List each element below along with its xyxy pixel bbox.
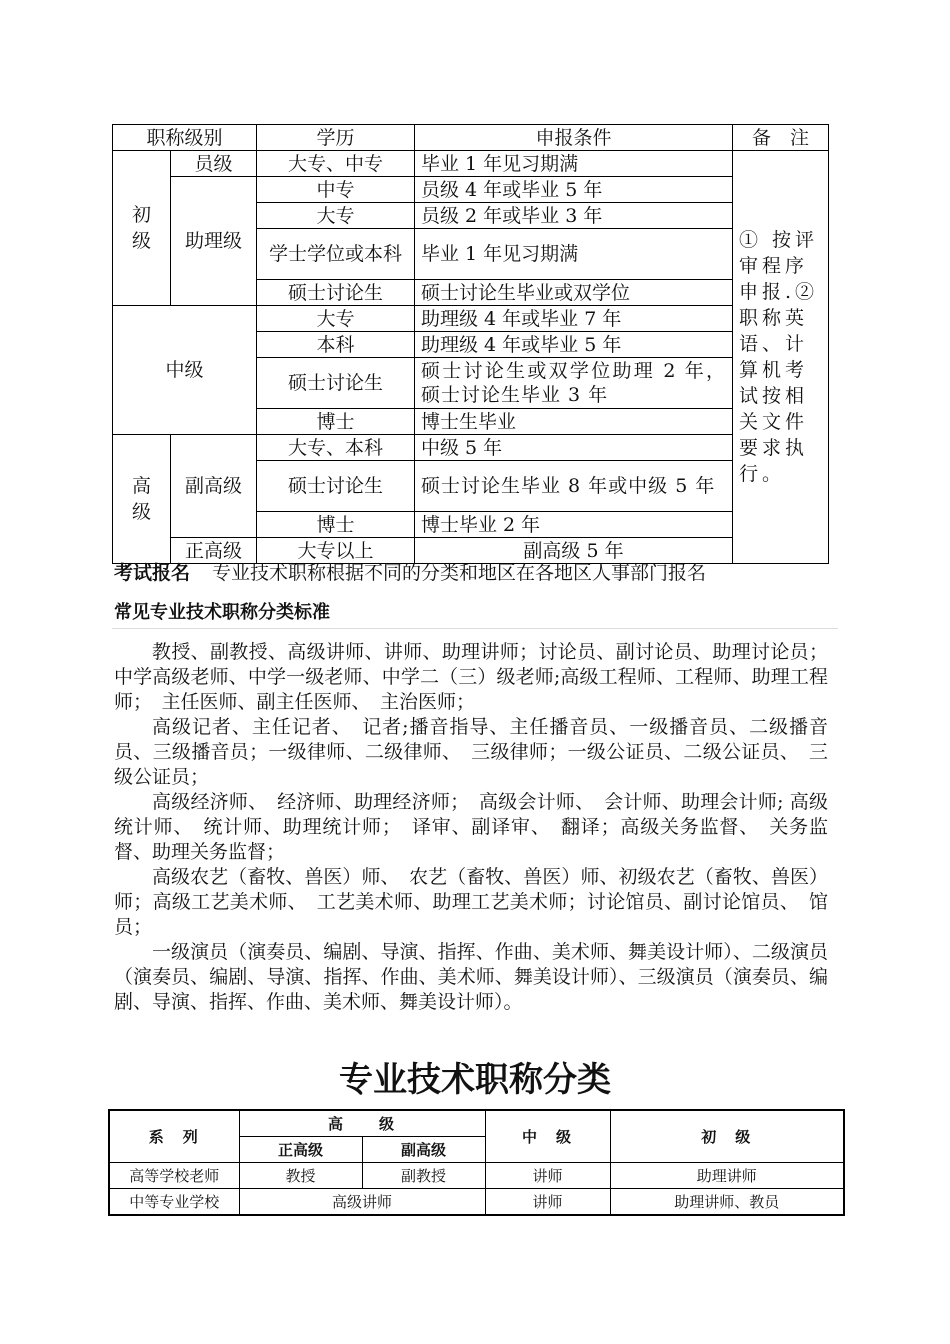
table-row: [113, 151, 829, 177]
middle-cell: 讲师: [485, 1163, 610, 1189]
paragraph: 教授、副教授、高级讲师、讲师、助理讲师；讨论员、副讨论员、助理讨论员；中学高级老师、中学一级老师、中学二（三）级老师;高级工程师、工程师、助理工程师； 主任医师、副主任医师、 主治医师；: [114, 641, 828, 713]
zhenggao-label: 正高级: [171, 538, 257, 564]
condition-cell: 博士毕业 2 年: [415, 512, 733, 538]
header-zhenggao: 正高级: [239, 1137, 362, 1163]
page-title: 专业技术职称分类: [339, 1060, 611, 1100]
notes-cell: ① 按评审程序申报.② 职称英语、计算机考试按相关文件要求执行。: [733, 151, 829, 564]
condition-cell: 毕业 1 年见习期满: [415, 151, 733, 177]
condition-cell: 助理级 4 年或毕业 5 年: [415, 332, 733, 358]
paragraph: 高级记者、主任记者、 记者;播音指导、主任播音员、一级播音员、二级播音员、三级播音员；一级律师、二级律师、 三级律师；一级公证员、二级公证员、 三级公证员；: [114, 716, 828, 788]
edu-cell: 大专、本科: [257, 435, 415, 461]
edu-cell: 本科: [257, 332, 415, 358]
junior-level-label: 初级: [113, 151, 171, 306]
condition-cell: 硕士讨论生毕业或双学位: [415, 280, 733, 306]
middle-level-label: 中级: [113, 306, 257, 435]
edu-cell: 硕士讨论生: [257, 280, 415, 306]
condition-cell: 硕士讨论生毕业 8 年或中级 5 年: [415, 461, 733, 512]
body-text: [114, 640, 828, 1015]
condition-cell: 中级 5 年: [415, 435, 733, 461]
edu-cell: 大专、中专: [257, 151, 415, 177]
divider: [112, 628, 838, 629]
edu-cell: 大专: [257, 203, 415, 229]
junior-cell: 助理讲师: [610, 1163, 844, 1189]
table-header-row: [109, 1110, 844, 1137]
junior-cell: 助理讲师、教员: [610, 1189, 844, 1216]
table-row: [113, 435, 829, 461]
table-header-row: [113, 125, 829, 151]
exam-text: 专业技术职称根据不同的分类和地区在各地区人事部门报名: [212, 562, 707, 584]
header-senior: 高 级: [239, 1110, 485, 1137]
edu-cell: 硕士讨论生: [257, 461, 415, 512]
edu-cell: 大专以上: [257, 538, 415, 564]
exam-label: 考试报名: [114, 562, 191, 584]
table-row: [109, 1189, 844, 1216]
header-notes: 备 注: [733, 125, 829, 151]
condition-cell: 毕业 1 年见习期满: [415, 229, 733, 280]
paragraph: 高级经济师、 经济师、助理经济师； 高级会计师、 会计师、助理会计师; 高级统计师、 统计师、助理统计师； 译审、副译审、 翻译；高级关务监督、 关务监督、助理关务监督；: [114, 791, 828, 863]
yuanji-label: 员级: [171, 151, 257, 177]
edu-cell: 硕士讨论生: [257, 358, 415, 409]
zhuli-label: 助理级: [171, 177, 257, 306]
header-education: 学历: [257, 125, 415, 151]
fugao-cell: 副教授: [362, 1163, 485, 1189]
edu-cell: 博士: [257, 409, 415, 435]
condition-cell: 员级 4 年或毕业 5 年: [415, 177, 733, 203]
section-heading: 常见专业技术职称分类标准: [114, 602, 330, 623]
classification-table: [108, 1109, 845, 1216]
header-junior: 初 级: [610, 1110, 844, 1163]
zhenggao-cell: 教授: [239, 1163, 362, 1189]
header-level: 职称级别: [113, 125, 257, 151]
header-fugao: 副高级: [362, 1137, 485, 1163]
condition-cell: 硕士讨论生或双学位助理 2 年，硕士讨论生毕业 3 年: [415, 358, 733, 409]
header-conditions: 申报条件: [415, 125, 733, 151]
table-row: [113, 177, 829, 203]
edu-cell: 博士: [257, 512, 415, 538]
edu-cell: 学士学位或本科: [257, 229, 415, 280]
exam-registration-line: [114, 560, 706, 586]
table-row: [109, 1163, 844, 1189]
edu-cell: 大专: [257, 306, 415, 332]
senior-cell: 高级讲师: [239, 1189, 485, 1216]
edu-cell: 中专: [257, 177, 415, 203]
senior-level-label: 高级: [113, 435, 171, 564]
condition-cell: 副高级 5 年: [415, 538, 733, 564]
paragraph: 一级演员（演奏员、编剧、导演、指挥、作曲、美术师、舞美设计师）、二级演员（演奏员、编剧、导演、指挥、作曲、美术师、舞美设计师）、三级演员（演奏员、编剧、导演、指挥、作曲、美术师、舞美设计师）。: [114, 941, 828, 1013]
header-series: 系 列: [109, 1110, 239, 1163]
condition-cell: 博士生毕业: [415, 409, 733, 435]
condition-cell: 助理级 4 年或毕业 7 年: [415, 306, 733, 332]
condition-cell: 员级 2 年或毕业 3 年: [415, 203, 733, 229]
header-middle: 中 级: [485, 1110, 610, 1163]
table-row: [113, 306, 829, 332]
middle-cell: 讲师: [485, 1189, 610, 1216]
paragraph: 高级农艺（畜牧、兽医）师、 农艺（畜牧、兽医）师、初级农艺（畜牧、兽医）师；高级工艺美术师、 工艺美术师、助理工艺美术师；讨论馆员、副讨论馆员、 馆员；: [114, 866, 828, 938]
qualification-table: [112, 124, 829, 564]
series-cell: 中等专业学校: [109, 1189, 239, 1216]
series-cell: 高等学校老师: [109, 1163, 239, 1189]
fugao-label: 副高级: [171, 435, 257, 538]
